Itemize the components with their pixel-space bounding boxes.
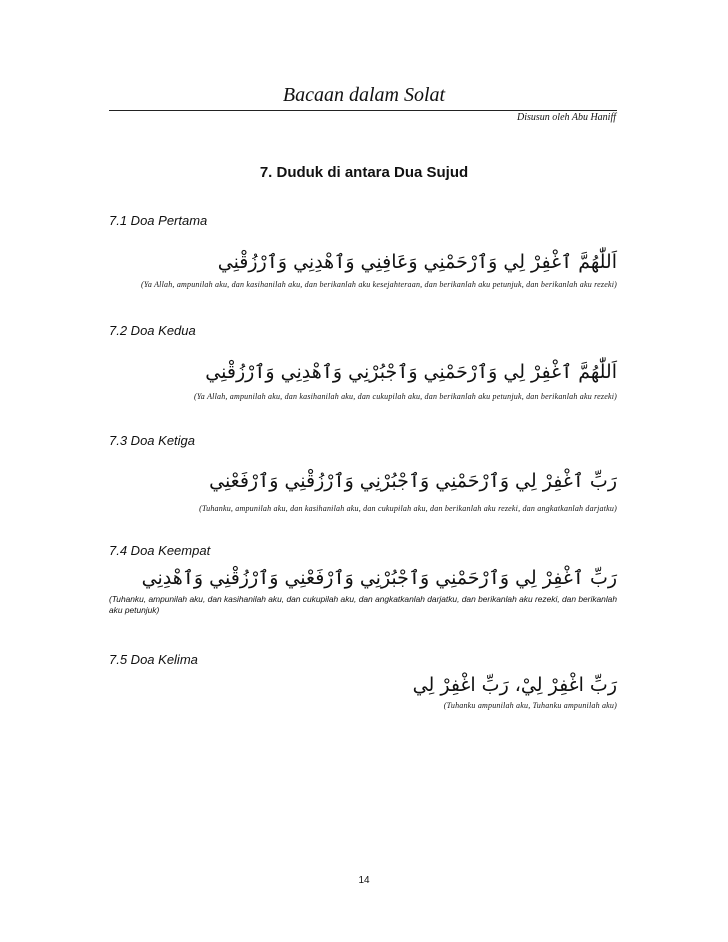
arabic-text-7-3: رَبِّ ٱغْفِرْ لِي وَٱرْحَمْنِي وَٱجْبُرْنِي وَٱرْزُقْنِي وَٱرْفَعْنِي — [209, 470, 617, 492]
section-heading-7-4: 7.4 Doa Keempat — [109, 543, 211, 558]
translation-7-2: (Ya Allah, ampunilah aku, dan kasihanilah aku, dan cukupilah aku, dan berikanlah aku petunjuk, dan berikanlah aku rezeki) — [194, 392, 617, 401]
header-divider — [109, 110, 617, 111]
translation-7-1: (Ya Allah, ampunilah aku, dan kasihanilah aku, dan berikanlah aku kesejahteraan, dan berikanlah aku petunjuk, dan berikanlah aku rezeki) — [141, 280, 617, 289]
section-heading-7-2: 7.2 Doa Kedua — [109, 323, 196, 338]
running-header-author: Disusun oleh Abu Haniff — [517, 112, 616, 123]
arabic-text-7-1: اَللّٰهُمَّ ٱغْفِرْ لِي وَٱرْحَمْنِي وَعَافِنِي وَٱهْدِنِي وَٱرْزُقْنِي — [217, 251, 617, 273]
section-heading-7-1: 7.1 Doa Pertama — [109, 213, 208, 228]
section-heading-7-5: 7.5 Doa Kelima — [109, 652, 198, 667]
arabic-text-7-5: رَبِّ اغْفِرْ لِيْ، رَبِّ اغْفِرْ لِي — [412, 674, 617, 696]
page-number: 14 — [358, 875, 370, 886]
running-header-title: Bacaan dalam Solat — [282, 84, 446, 106]
translation-7-5: (Tuhanku ampunilah aku, Tuhanku ampunilah aku) — [443, 701, 617, 710]
translation-7-3: (Tuhanku, ampunilah aku, dan kasihanilah aku, dan cukupilah aku, dan berikanlah aku rezeki, dan angkatkanlah darjatku) — [199, 504, 617, 513]
section-heading-7-3: 7.3 Doa Ketiga — [109, 433, 196, 448]
chapter-title: 7. Duduk di antara Dua Sujud — [259, 164, 469, 181]
translation-7-4: (Tuhanku, ampunilah aku, dan kasihanilah aku, dan cukupilah aku, dan angkatkanlah darjatku, dan berikanlah aku rezeki, dan berikanlah aku petunjuk) — [109, 594, 617, 615]
arabic-text-7-4: رَبِّ ٱغْفِرْ لِي وَٱرْحَمْنِي وَٱجْبُرْنِي وَٱرْفَعْنِي وَٱرْزُقْنِي وَٱهْدِنِي — [141, 567, 617, 589]
arabic-text-7-2: اَللّٰهُمَّ ٱغْفِرْ لِي وَٱرْحَمْنِي وَٱجْبُرْنِي وَٱهْدِنِي وَٱرْزُقْنِي — [205, 361, 617, 383]
